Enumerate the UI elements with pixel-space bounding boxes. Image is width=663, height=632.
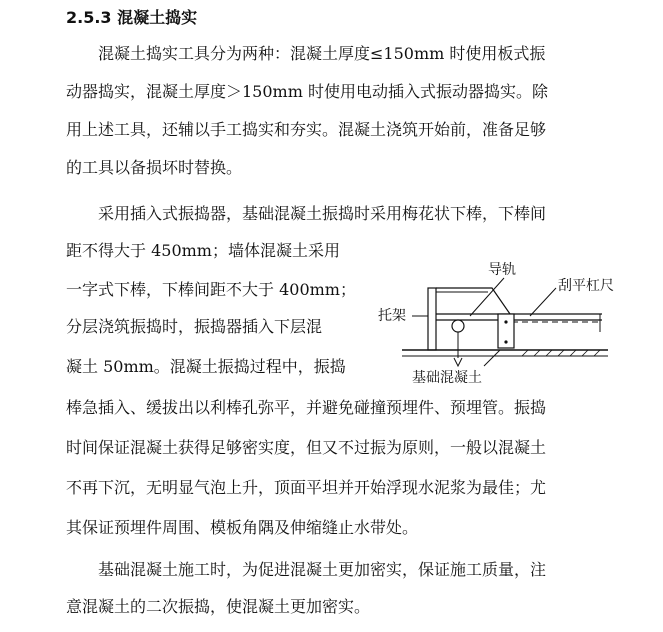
paragraph-2-line-9: 其保证预埋件周围、模板角隅及伸缩缝止水带处。: [66, 518, 419, 537]
bracket-label: 托架: [378, 308, 406, 324]
base-concrete-label: 基础混凝土: [412, 370, 482, 386]
base-concrete-leader-line: [484, 350, 500, 366]
plate-bolt-top: [504, 320, 507, 323]
paragraph-2-line-7: 时间保证混凝土获得足够密实度，但又不过振为原则，一般以混凝土: [66, 438, 547, 457]
roller-stake: [454, 358, 462, 366]
screed-leader-line: [530, 288, 556, 316]
paragraph-2-line-3: 一字式下棒，下棒间距不大于 400mm；: [66, 280, 356, 299]
bracket-post: [428, 288, 436, 350]
vibration-screed-diagram: [372, 258, 640, 394]
paragraph-2-line-4: 分层浇筑振捣时，振捣器插入下层混: [66, 317, 323, 336]
paragraph-2-line-1: 采用插入式振捣器，基础混凝土振捣时采用梅花状下棒，下棒间: [98, 204, 547, 223]
paragraph-1-line-2: 动器捣实，混凝土厚度＞150mm 时使用电动插入式振动器捣实。除: [66, 82, 548, 101]
paragraph-2-line-5: 凝土 50mm。混凝土振捣过程中，振捣: [66, 357, 346, 376]
paragraph-2-line-2: 距不得大于 450mm；墙体混凝土采用: [66, 241, 340, 260]
rail-label: 导轨: [488, 262, 516, 278]
paragraph-1-line-1: 混凝土捣实工具分为两种：混凝土厚度≤150mm 时使用板式振: [98, 44, 546, 63]
paragraph-3-line-1: 基础混凝土施工时，为促进混凝土更加密实，保证施工质量，注: [98, 560, 547, 579]
slab-hatching: [522, 350, 600, 356]
roller-wheel: [452, 320, 464, 332]
paragraph-1-line-4: 的工具以备损坏时替换。: [66, 158, 243, 177]
paragraph-3-line-2: 意混凝土的二次振捣，使混凝土更加密实。: [66, 597, 371, 616]
paragraph-2-line-8: 不再下沉，无明显气泡上升，顶面平坦并开始浮现水泥浆为最佳；尤: [66, 478, 547, 497]
screed-label: 刮平杠尺: [558, 278, 614, 294]
paragraph-2-line-6: 棒急插入、缓拔出以利棒孔弥平，并避免碰撞预埋件、预埋管。振捣: [66, 398, 547, 417]
plate-bolt-bottom: [504, 340, 507, 343]
section-heading: 2.5.3 混凝土捣实: [66, 8, 198, 27]
paragraph-1-line-3: 用上述工具，还辅以手工捣实和夯实。混凝土浇筑开始前，准备足够: [66, 120, 547, 139]
